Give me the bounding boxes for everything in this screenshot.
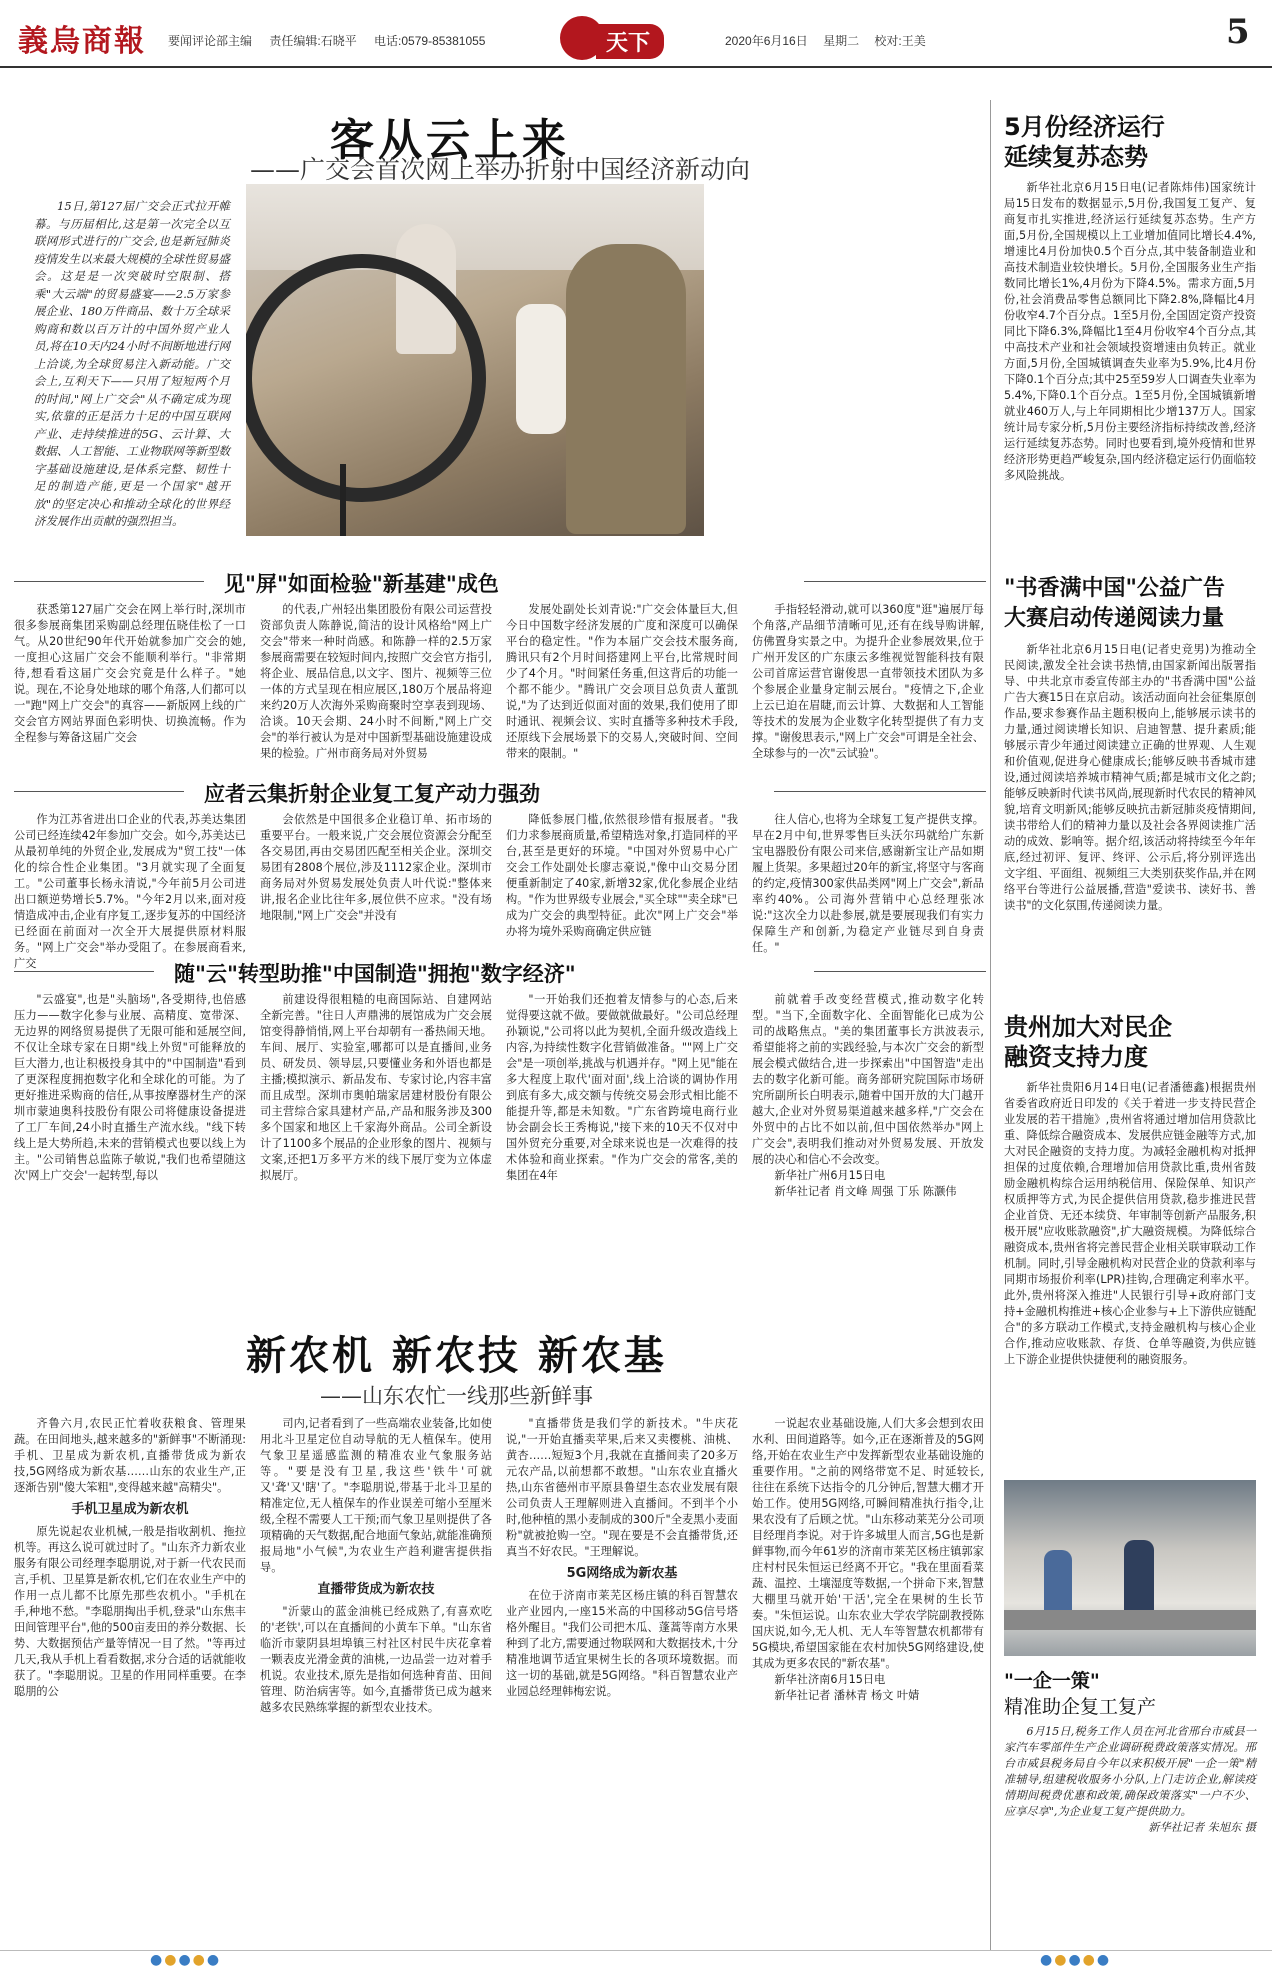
s2-col3-text: 降低参展门槛,依然很珍惜有报展者。"我们力求参展商质量,希望精选对象,打造同样的平台,甚至是更好的环境。"中国对外贸易中心广交会工作处副处长廖志豪说,"像中山交易分团便重新制定了40家,新增32家,优化参展企业结构。"作为世界级专业展会,"买全球""卖全球"已成为广交会的典型特征。此次"网上广交会"举办将为境外采购商确定供应链	[506, 813, 738, 938]
right-article-1-title	[1004, 112, 1165, 172]
right-article-3-title	[1004, 1012, 1172, 1072]
s3-col4	[752, 992, 984, 1200]
s1-col3	[506, 602, 738, 762]
s3-col1	[14, 992, 246, 1184]
production-line	[1004, 1610, 1256, 1630]
footer-dots-right: ●●●●●	[1040, 1952, 1112, 1968]
masthead-date	[725, 32, 938, 49]
farm-col4	[752, 1416, 984, 1704]
s3-col3-text: "一开始我们还抱着友情参与的心态,后来觉得要这就不做。要做就做最好。"公司总经理孙颖说,"公司将以此为契机,全面升级改造线上内容,为持续性数字化营销做准备。""网上广交会"是一项创举,挑战与机遇并存。"网上见"能在多大程度上取代'面对面',线上洽谈的调协作用到底有多大,成交额与传统交易会形式相比能不能提升等,都是未知数。"广东省跨境电商行业协会副会长王秀梅说,"接下来的10天不仅对中国外贸充分重要,对全球来说也是一次难得的技术体验和商业探索。"作为广交会的常客,美的集团在4年	[506, 993, 738, 1182]
a1-body-text: 新华社北京6月15日电(记者陈炜伟)国家统计局15日发布的数据显示,5月份,我国复工复产、复商复市扎实推进,经济运行延续复苏态势。生产方面,5月份,全国规模以上工业增加值同比增长4.4%,增速比4月份加快0.5个百分点,其中装备制造业和高技术制造业较快增长。5月份,全国服务业生产指数同比增长1%,4月份为下降4.5%。需求方面,5月份,社会消费品零售总额同比下降2.8%,降幅比4月份收窄4.7个百分点。1至5月份,全国固定资产投资同比下降6.3%,降幅比1至4月份收窄4个百分点,其中高技术产业和社会领域投资增速由负转正。就业方面,5月份,全国城镇调查失业率为5.9%,比4月份下降0.1个百分点;其中25至59岁人口调查失业率为5.4%,下降0.1个百分点。1至5月份,全国城镇新增就业460万人,与上年同期相比少增137万人。国家统计局专家分析,5月份主要经济指标持续改善,经济运行延续复苏态势。同时也要看到,境外疫情和世界经济形势更趋严峻复杂,国内经济稳定运行仍面临较多风险挑战。	[1004, 181, 1256, 482]
main-headline: 客从云上来	[330, 115, 570, 166]
right-article-2-title	[1004, 574, 1225, 634]
right-article-3-body	[1004, 1080, 1256, 1368]
section-1-title: 见"屏"如面检验"新基建"成色	[224, 572, 499, 596]
a4-body-text: 6月15日,税务工作人员在河北省邢台市威县一家汽车零部件生产企业调研税费政策落实情况。邢台市威县税务局自今年以来积极开展"一企一策"精准辅导,组建税收服务小分队,上门走访企业,解读疫情期间税费优惠和政策,确保政策落实"一户不少、应享尽享",为企业复工复产提供助力。	[1004, 1725, 1256, 1818]
farm-col3	[506, 1416, 738, 1700]
s2-col4	[752, 812, 984, 956]
right-article-1-body	[1004, 180, 1256, 484]
date: 2020年6月16日	[725, 34, 808, 48]
farm-col3b-text: 在位于济南市莱芜区杨庄镇的科百智慧农业产业园内,一座15米高的中国移动5G信号塔格外醒目。"我们公司把木瓜、蓬蒿等南方水果种到了北方,需要通过物联网和大数据技术,十分精准地调节适宜果树生长的各项环境数据。而这一切的基础,就是5G网络。"科百智慧农业产业园总经理韩梅宏说。	[506, 1589, 738, 1698]
s2-col3	[506, 812, 738, 940]
section-3-title: 随"云"转型助推"中国制造"拥抱"数字经济"	[174, 962, 576, 986]
s3-col3	[506, 992, 738, 1184]
a4-title-line1: "一企一策"	[1004, 1670, 1100, 1692]
section-header-1	[14, 568, 986, 594]
a2-title-line1: "书香满中国"公益广告	[1004, 576, 1225, 601]
a2-title-line2: 大赛启动传递阅读力量	[1004, 606, 1225, 631]
man-figure	[566, 244, 686, 534]
main-subtitle: ——广交会首次网上举办折射中国经济新动向	[250, 155, 751, 184]
a4-title-line2: 精准助企复工复产	[1004, 1696, 1157, 1718]
s1-col3-text: 发展处副处长刘青说:"广交会体量巨大,但今日中国数字经济发展的广度和深度可以确保平台的稳定性。"作为本届广交会技术服务商,腾讯只有2个月时间搭建网上平台,比常规时间少了4个月。"时间紧任务重,但这背后的功能一个都不能少。"腾讯广交会项目总负责人董凯说,"为了达到近似面对面的效果,我们使用了即时通讯、视频会议、实时直播等多种技术手段,还原线下会展场景下的交易人,突破时间、空间带来的限制。"	[506, 603, 738, 760]
lede-text: 15日,第127届广交会正式拉开帷幕。与历届相比,这是第一次完全以互联网形式进行的广交会,也是新冠肺炎疫情发生以来最大规模的全球性贸易盛会。这是是一次突破时空限制、搭乘"大云端"的贸易盛宴——2.5万家参展企业、180万件商品、数十万全球采购商和数以百万计的中国外贸产业人员,将在10天内24小时不间断地进行网上洽谈,为全球贸易注入新动能。广交会上,互利天下——只用了短短两个月的时间,"网上广交会"从不确定成为现实,依靠的正是活力十足的中国互联网产业、走持续推进的5G、云计算、大数据、人工智能、工业物联网等新型数字基础设施建设,是体系完整、韧性十足的制造产能,更是一个国家"越开放"的坚定决心和推动全球化的世界经济发展作出贡献的强烈担当。	[34, 199, 230, 528]
a3-title-line1: 贵州加大对民企	[1004, 1013, 1172, 1041]
farm-subhead-2: 直播带货成为新农技	[317, 1582, 435, 1597]
farm-col2	[260, 1416, 492, 1716]
s3-col2-text: 前建设得很粗糙的电商国际站、自建网站全新完善。"往日人声鼎沸的展馆成为广交会展馆变得静悄悄,网上平台却朝有一番热闹天地。车间、展厅、实验室,哪都可以是直播间,业务员、研发员、领导层,只要懂业务和外语也都是主播;模拟演示、新品发布、专家讨论,内容丰富而且成型。深圳市奥帕瑞家居建材股份有限公司主营综合家具建材产品,产品和服务涉及300多个国家和地区上千家海外商品。公司全新设计了1100多个展品的企业形象的图片、视频与文案,还把1万多平方米的线下展厅变为立体虚拟展厅。	[260, 993, 492, 1182]
s2-col4-text: 往人信心,也将为全球复工复产提供支撑。早在2月中旬,世界零售巨头沃尔玛就给广东新宝电器股份有限公司来信,感谢新宝让产品如期履上货架。多果超过20年的新宝,将坚守与客商的约定,疫情300家供品类网"网上广交会",新品率约40%。公司海外营销中心总经理张冰说:"这次全力以赴参展,就是要展现我们有实力保障生产和创新,为稳定产业链尽到自身责任。"	[752, 813, 984, 954]
farm-col1-text: 齐鲁六月,农民正忙着收获粮食、管理果蔬。在田间地头,越来越多的"新鲜事"不断涌现:手机、卫星成为新农机,直播带货成为新农技,5G网络成为新农基……山东的农业生产,正逐渐告别"傻大笨粗",变得越来越"高精尖"。	[14, 1417, 246, 1494]
farm-headline: 新农机 新农技 新农基	[246, 1333, 667, 1379]
s3-reporters: 新华社记者 肖文峰 周强 丁乐 陈灏伟	[774, 1185, 957, 1198]
s1-col4	[752, 602, 984, 762]
right-article-4-body	[1004, 1724, 1256, 1836]
s1-col1	[14, 602, 246, 746]
light-stand	[340, 464, 346, 536]
s1-col2-text: 的代表,广州轻出集团股份有限公司运营投资部负责人陈静说,简洁的设计风格给"网上广交会"带来一种时尚感。和陈静一样的2.5万家参展商需要在较短时间内,按照广交会官方指引,将企业、展品信息,以文字、图片、视频等三位一体的方式呈现在相应展区,180万个展品将迎来约20万人次海外采购商聚时空享表到现场、洽谈。10天会期、24小时不间断,"网上广交会"的举行被认为是对中国新型基础设施建设成果的检验。广州市商务局对外贸易	[260, 603, 492, 760]
editor: 要闻评论部主编	[168, 34, 253, 48]
s1-col4-text: 手指轻轻滑动,就可以360度"逛"遍展厅每个角落,产品细节清晰可见,还有在线导购讲解,仿佛置身实景之中。为提升企业参展效果,位于广州开发区的广东康云多维视觉智能科技有限公司首席运营官谢俊思一直带领技术团队为多个参展企业量身定制云展台。"疫情之下,企业上云已迫在眉睫,而云计算、大数据和人工智能等技术的发展为企业数字化转型提供了有力支撑。"谢俊思表示,"网上广交会"可谓是全社会、全球参与的一次"云试验"。	[752, 603, 984, 760]
newspaper-logo: 義烏商報	[18, 24, 146, 59]
s1-col2	[260, 602, 492, 762]
page-number: 5	[1226, 12, 1250, 52]
footer-rule	[0, 1950, 1272, 1951]
s2-col1	[14, 812, 246, 972]
a2-body-text: 新华社北京6月15日电(记者史竞男)为推动全民阅读,激发全社会读书热情,由国家新闻出版署指导、中共北京市委宣传部主办的"书香满中国"公益广告大赛15日在京启动。该活动面向社会征集原创作品,要求参赛作品主题积极向上,能够展示读书的力量,通过阅读增长知识、启迪智慧、提升素质;能够展示青少年通过阅读建立正确的世界观、人生观和价值观,促进身心健康成长;能够反映书香城市建设,通过阅读培养城市精神气质;都是城市文化之韵;能够反映新时代读书风尚,展现新时代农民的精神风貌,培育文明新风;能够反映抗击新冠肺炎疫情期间,读书带给人们的精神力量以及社会各界阅读推广活动的成效、影响等。据介绍,该活动将持续至今年年底,经过初评、复评、终评、公示后,将分别评选出文字组、平面组、视频组三大类别获奖作品,并在网络平台等进行公益展播,营造"爱读书、读好书、善读书"的文化氛围,传递阅读力量。	[1004, 643, 1256, 912]
thermos-product	[516, 304, 566, 434]
right-article-2-body	[1004, 642, 1256, 914]
responsible-editor: 责任编辑:石晓平	[269, 34, 357, 48]
farm-col3-text: "直播带货是我们学的新技术。"牛庆花说,"一开始直播卖苹果,后来又卖樱桃、油桃、黄杏……短短3个月,我就在直播间卖了20多万元农产品,以前想都不敢想。"山东农业直播火热,山东省德州市平原县鲁望生态农业发展有限公司负责人王理解则进入直播间。不到半个小时,他种植的黑小麦制成的300斤"全麦黑小麦面粉"就被抢购一空。"现在要是不会直播带货,还真当不好农民。"王理解说。	[506, 1417, 738, 1558]
column-divider	[990, 100, 991, 1950]
s1-col1-text: 获悉第127届广交会在网上举行时,深圳市很多参展商集团采购副总经理伍晓佳松了一口气。从20世纪90年代开始就参加广交会的她,一度担心这届广交会不能顺利举行。"非常期待,想看看这届广交会究竟是什么样子。"她说。现在,不论身处地球的哪个角落,人们都可以一"跑"网上广交会"的真容——新版网上线的广交会官方网站界面色彩明快、切换流畅。作为全程参与筹备这届广交会	[14, 603, 246, 744]
right-article-4-title	[1004, 1668, 1156, 1720]
section-header-2	[14, 778, 986, 804]
a4-reporter: 新华社记者 朱旭东 摄	[1148, 1821, 1256, 1834]
farm-reporters: 新华社记者 潘林青 杨文 叶婧	[774, 1689, 920, 1702]
s3-col4-text: 前就着手改变经营模式,推动数字化转型。"当下,全面数字化、全面智能化已成为公司的战略焦点。"美的集团董事长方洪波表示,希望能将之前的实践经验,与本次广交会的新型展会模式做结合,进一步探索出"中国智造"走出去的数字化新可能。商务部研究院国际市场研究所副所长白明表示,随着中国开放的大门越开越大,企业对外贸易渠道越来越多样,"广交会在外贸中的占比不如以前,但中国依然举办"网上广交会",表明我们推动对外贸易发展、开放发展的决心和信心不会改变。	[752, 993, 984, 1166]
factory-photo	[1004, 1480, 1256, 1656]
a1-title-line1: 5月份经济运行	[1004, 113, 1165, 141]
main-photo	[246, 184, 704, 536]
farm-col1	[14, 1416, 246, 1700]
a3-title-line2: 融资支持力度	[1004, 1043, 1148, 1071]
farm-col2b-text: "沂蒙山的蓝金油桃已经成熟了,有喜欢吃的'老铁',可以在直播间的小黄车下单。"山东省临沂市蒙阴县坦埠镇三村社区村民牛庆花拿着一颗表皮光滑金黄的油桃,一边品尝一边对着手机说。农业技术,原先是指如何选种育苗、田间管理、防治病害等。如今,直播带货已成为越来越多农民熟练掌握的新型农业技术。	[260, 1605, 492, 1714]
s3-col2	[260, 992, 492, 1184]
section-tag: 天下	[596, 24, 664, 59]
proofreader: 校对:王美	[874, 34, 926, 48]
phone: 电话:0579-85381055	[374, 34, 486, 48]
section-2-title: 应者云集折射企业复工复产动力强劲	[204, 782, 540, 806]
farm-subtitle: ——山东农忙一线那些新鲜事	[320, 1384, 593, 1408]
section-header-3	[14, 958, 986, 984]
main-lede	[34, 198, 230, 531]
weekday: 星期二	[823, 34, 860, 48]
masthead-meta	[168, 32, 499, 49]
farm-col1b-text: 原先说起农业机械,一般是指收割机、拖拉机等。再这么说可就过时了。"山东齐力新农业服务有限公司经理李聪朋说,对于新一代农民而言,手机、卫星算是新农机,它们在农业生产中的作用一点儿都不比原先那些农机小。"手机在手,种地不愁。"李聪朋掏出手机,登录"山东焦丰田间管理平台",他的500亩麦田的养分数据、长势、大数据预估产量等情况一目了然。"等再过几天,我从手机上看看数据,求分合适的话就能收获了。"李聪朋说。卫星的作用同样重要。在李聪朋的公	[14, 1525, 246, 1698]
farm-subhead-1: 手机卫星成为新农机	[71, 1502, 189, 1517]
farm-col4-text: 一说起农业基础设施,人们大多会想到农田水利、田间道路等。如今,正在逐渐普及的5G网络,开始在农业生产中发挥新型农业基础设施的重要作用。"之前的网络带宽不足、时延较长,往往在系统下达指令的几分钟后,智慧大棚才开始工作。使用5G网络,可瞬间精准执行指令,让果农没有了后顾之忧。"山东移动莱芜分公司项目经理肖李说。对于许多城里人而言,5G也是新鲜事物,而今年61岁的济南市莱芜区杨庄镇郭家庄村村民朱恒运已经离不开它。"我在里面看菜蔬、温控、土壤湿度等数据,一个拼命下来,智慧大棚里马就开始'干活',完全在果树的生长节奏。"朱恒运说。山东农业大学农学院副教授陈国庆说,如今,无人机、无人车等智慧农机都带有5G模块,希望国家能在农村加快5G网络建设,使其成为更多农民的"新农基"。	[752, 1417, 984, 1670]
s2-col1-text: 作为江苏省进出口企业的代表,苏美达集团公司已经连续42年参加广交会。如今,苏美达已从最初单纯的外贸企业,发展成为"贸工技"一体化的综合性企业集团。"3月就实现了全面复工。"公司董事长杨永清说,"今年前5月公司进出口额逆势增长5.7%。"今年2月以来,面对疫情造成冲击,企业有序复工,逐步复苏的中国经济已经面在前面对一次全开大展提供原材料服务。"网上广交会"举办受阻了。在参展商看来,广交	[14, 813, 246, 970]
s3-dateline: 新华社广州6月15日电	[774, 1169, 886, 1182]
farm-subhead-3: 5G网络成为新农基	[566, 1566, 678, 1581]
ring-light	[246, 254, 486, 502]
a1-title-line2: 延续复苏态势	[1004, 143, 1148, 171]
farm-col2-text: 司内,记者看到了一些高端农业装备,比如使用北斗卫星定位自动导航的无人植保车。使用气象卫星遥感监测的精准农业气象服务站等。"要是没有卫星,我这些'铁牛'可就又'聋'又'瞎'了。"李聪朋说,带基于北斗卫星的精准定位,无人植保车的作业误差可缩小至厘米级,全程不需要人工干预;而气象卫星则提供了各项精确的天气数据,配合地面气象站,就能准确预报局地"小气候",为农业生产趋利避害提供指导。	[260, 1417, 492, 1574]
s2-col2	[260, 812, 492, 924]
s3-col1-text: "云盛宴",也是"头脑场",各受期待,也倍感压力——数字化参与业展、高精度、宽带深、无边界的网络贸易提供了无限可能和延展空间,不仅让全球专家在日期"线上外贸"可能释放的巨大潜力,也让积极投身其中的"中国制造"看到了更深程度拥抱数字化和全球化的可能。为了更好推进采购商的信任,从事按摩器材生产的深圳市蒙迪奥科技股份有限公司将健康设备提进了工厂车间,24小时直播生产流水线。"线下转线上是大势所趋,未来的营销模式也要以线上为主。"公司销售总监陈子敏说,"我们也希望随这次'网上广交会'一起转型,每以	[14, 993, 246, 1182]
a3-body-text: 新华社贵阳6月14日电(记者潘德鑫)根据贵州省委省政府近日印发的《关于着进一步支持民营企业发展的若干措施》,贵州省将通过增加信用贷款比重、降低综合融资成本、发展供应链金融等方式,加大对民企融资的支持力度。为减轻金融机构对抵押担保的过度依赖,合理增加信用贷款比重,贵州省鼓励金融机构综合运用纳税信用、保险保单、知识产权质押等方式,为民企提供信用贷款,稳步推进民营企业首贷、无还本续贷、年审制等创新产品服务,积极开展"应收账款融资",扩大融资规模。为降低综合融资成本,贵州省将完善民营企业相关联审联动工作机制。同时,引导金融机构对民营企业的贷款利率与同期市场报价利率(LPR)挂钩,合理确定利率水平。此外,贵州将深入推进"人民银行引导+政府部门支持+金融机构推进+核心企业参与+上下游供应链配合"的多方联动工作模式,支持金融机构与核心企业合作,推动应收账款、存货、仓单等融资,为供应链上下游企业提供快捷便利的融资服务。	[1004, 1081, 1256, 1366]
farm-dateline: 新华社济南6月15日电	[774, 1673, 886, 1686]
s2-col2-text: 会依然是中国很多企业稳订单、拓市场的重要平台。一般来说,广交会展位资源会分配至各交易团,再由交易团匹配至相关企业。深圳交易团有2808个展位,涉及1112家企业。深圳市商务局对外贸易发展处负责人叶代说:"整体来讲,报名企业比往年多,展位供不应求。"没有场地限制,"网上广交会"并没有	[260, 813, 492, 922]
footer-dots-left: ●●●●●	[150, 1952, 222, 1968]
